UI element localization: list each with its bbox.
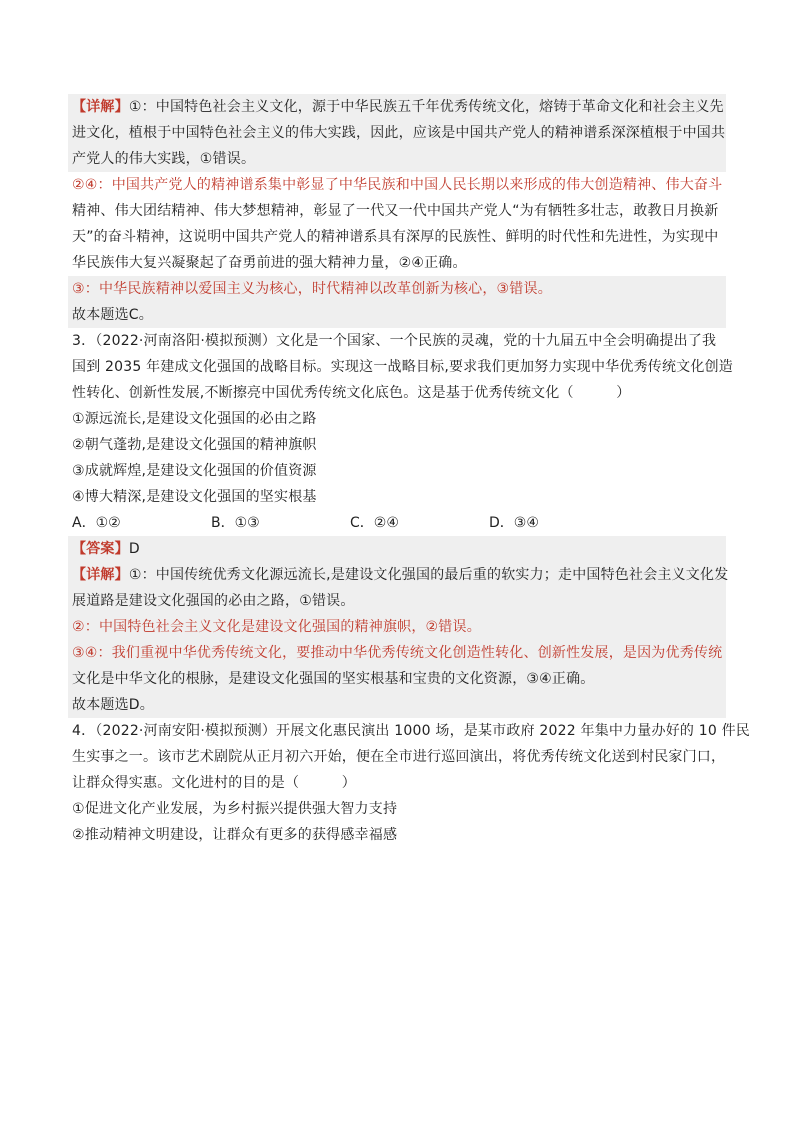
page-content — [72, 94, 751, 848]
q3-statement-2: ②朝气蓬勃,是建设文化强国的精神旗帜 — [72, 437, 317, 453]
q3-detail-p3-line-1: ③④：我们重视中华优秀传统文化，要推动中华优秀传统文化创造性转化、创新性发展，是因为优秀传统 — [72, 645, 723, 661]
q2-detail-line-2: 进文化，植根于中国特色社会主义的伟大实践，因此，应该是中国共产党人的精神谱系深深植根于中国共 — [72, 125, 726, 141]
q4-stem-line-3: 让群众得实惠。文化进村的目的是（ ） — [72, 775, 356, 791]
q3-statement-4: ④博大精深,是建设文化强国的坚实根基 — [72, 489, 317, 505]
q2-detail-p2-line-4: 华民族伟大复兴凝聚起了奋勇前进的强大精神力量，②④正确。 — [72, 255, 467, 271]
q3-stem-line-1: 3．（2022·河南洛阳·模拟预测）文化是一个国家、一个民族的灵魂，党的十九届五中全会明确提出了我 — [72, 333, 717, 349]
q2-conclusion: 故本题选C。 — [72, 307, 153, 323]
q3-detail-line-2: 展道路是建设文化强国的必由之路，①错误。 — [72, 593, 355, 609]
q3-statement-3: ③成就辉煌,是建设文化强国的价值资源 — [72, 463, 317, 479]
answer-tag: 【答案】 — [72, 541, 129, 557]
q3-option-d: D．③④ — [489, 515, 539, 531]
q3-options — [72, 510, 722, 536]
q4-statement-1: ①促进文化产业发展，为乡村振兴提供强大智力支持 — [72, 801, 398, 817]
q2-detail-p2-line-3: 天”的奋斗精神，这说明中国共产党人的精神谱系具有深厚的民族性、鲜明的时代性和先进性，为实现中 — [72, 229, 719, 245]
detail-tag: 【详解】 — [72, 567, 129, 583]
q3-detail-p2: ②：中国特色社会主义文化是建设文化强国的精神旗帜，②错误。 — [72, 619, 481, 635]
q3-detail-line-1: 【详解】①：中国传统优秀文化源远流长,是建设文化强国的最后重的软实力；走中国特色社会主义文化发 — [72, 567, 729, 583]
q2-detail-line-3: 产党人的伟大实践，①错误。 — [72, 151, 256, 167]
q3-option-b: B．①③ — [211, 515, 260, 531]
detail-tag: 【详解】 — [72, 99, 129, 115]
q2-detail-p2-line-2: 精神、伟大团结精神、伟大梦想精神，彰显了一代又一代中国共产党人“为有牺牲多壮志，敢教日月换新 — [72, 203, 719, 219]
q2-detail-p2-line-1: ②④：中国共产党人的精神谱系集中彰显了中华民族和中国人民长期以来形成的伟大创造精神、伟大奋斗 — [72, 177, 723, 193]
q3-statement-1: ①源远流长,是建设文化强国的必由之路 — [72, 411, 317, 427]
q2-detail-line-1: 【详解】①：中国特色社会主义文化，源于中华民族五千年优秀传统文化，熔铸于革命文化和社会主义先 — [72, 99, 724, 115]
q4-statement-2: ②推动精神文明建设，让群众有更多的获得感幸福感 — [72, 827, 398, 843]
q3-conclusion: 故本题选D。 — [72, 697, 154, 713]
q3-answer-block — [68, 536, 729, 718]
q2-detail-p3: ③：中华民族精神以爱国主义为核心，时代精神以改革创新为核心，③错误。 — [72, 281, 552, 297]
q3-stem-line-2: 国到 2035 年建成文化强国的战略目标。实现这一战略目标,要求我们更加努力实现中华优秀传统文化创造 — [72, 359, 733, 375]
q3-option-a: A．①② — [72, 515, 121, 531]
q3-detail-p3-line-2: 文化是中华文化的根脉，是建设文化强国的坚实根基和宝贵的文化资源，③④正确。 — [72, 671, 595, 687]
q2-detail-block — [68, 94, 726, 172]
q4-stem-line-1: 4．（2022·河南安阳·模拟预测）开展文化惠民演出 1000 场，是某市政府 2022 年集中力量办好的 10 件民 — [72, 723, 751, 739]
q3-option-c: C．②④ — [350, 515, 399, 531]
q4-stem-line-2: 生实事之一。该市艺术剧院从正月初六开始，便在全市进行巡回演出，将优秀传统文化送到村民家门口， — [72, 749, 726, 765]
q3-stem-line-3: 性转化、创新性发展,不断擦亮中国优秀传统文化底色。这是基于优秀传统文化（ ） — [72, 385, 631, 401]
q3-answer: 【答案】D — [72, 541, 140, 557]
